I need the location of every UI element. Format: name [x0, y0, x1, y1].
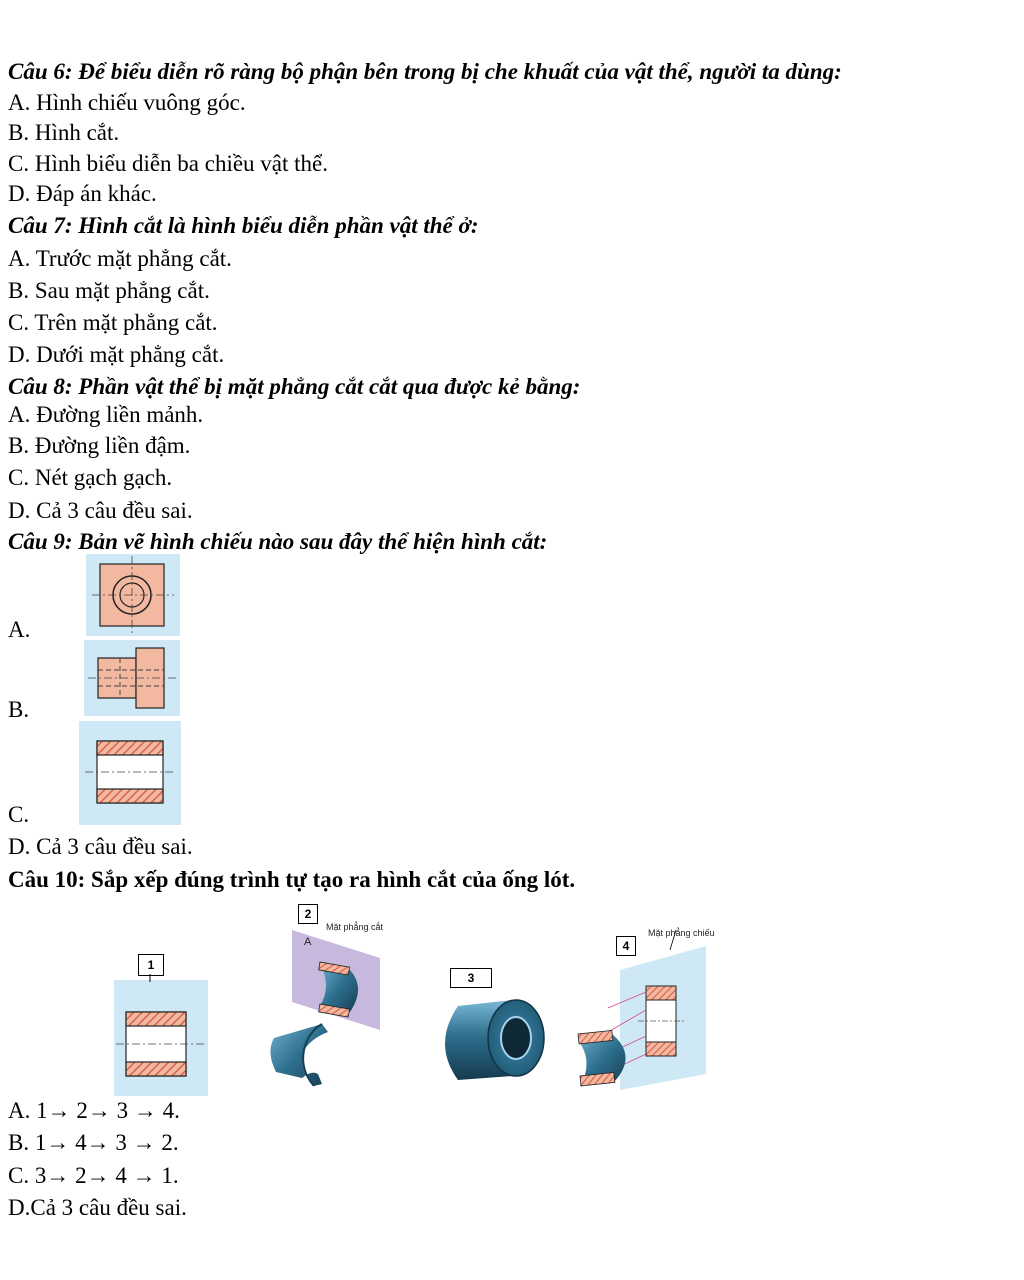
q6-option-a: A. Hình chiếu vuông góc.	[8, 90, 246, 115]
q10-figure-2-number: 2	[298, 904, 318, 924]
figure-a-top-view	[86, 554, 180, 636]
q9-option-a: A.	[8, 617, 31, 642]
q10-figure-2-cutting	[262, 920, 392, 1090]
q10-figure-4-projection	[572, 930, 720, 1090]
q7-option-d: D. Dưới mặt phẳng cắt.	[8, 342, 225, 367]
q9-option-b: B.	[8, 697, 30, 722]
question-8: Câu 8: Phần vật thể bị mặt phẳng cắt cắt qua được kẻ bằng:	[8, 374, 581, 399]
q7-option-c: C. Trên mặt phẳng cắt.	[8, 310, 218, 335]
q8-option-a: A. Đường liền mảnh.	[8, 402, 204, 427]
q9-option-c: C.	[8, 802, 30, 827]
q10-figure-1-number: 1	[138, 954, 164, 976]
cut-plane-label: Mặt phẳng cắt	[326, 922, 384, 932]
q8-option-b: B. Đường liền đậm.	[8, 433, 191, 458]
q10-figure-4-number: 4	[616, 936, 636, 956]
q9-option-d: D. Cả 3 câu đều sai.	[8, 834, 193, 859]
q10-option-d: D.Cả 3 câu đều sai.	[8, 1195, 187, 1220]
figure-b-front-view	[84, 640, 180, 716]
q10-option-c: C. 3→ 2→ 4 → 1.	[8, 1163, 179, 1188]
q6-option-b: B. Hình cắt.	[8, 120, 120, 145]
question-9: Câu 9: Bản vẽ hình chiếu nào sau đây thể hiện hình cắt:	[8, 529, 548, 554]
q7-option-a: A. Trước mặt phẳng cắt.	[8, 246, 232, 271]
q7-option-b: B. Sau mặt phẳng cắt.	[8, 278, 210, 303]
question-10: Câu 10: Sắp xếp đúng trình tự tạo ra hình cắt của ống lót.	[8, 867, 576, 892]
question-6: Câu 6: Để biểu diễn rõ ràng bộ phận bên trong bị che khuất của vật thể, người ta dùng:	[8, 59, 842, 84]
figure-c-section-view	[79, 721, 181, 825]
q10-option-a: A. 1→ 2→ 3 → 4.	[8, 1098, 180, 1123]
q6-option-c: C. Hình biểu diễn ba chiều vật thể.	[8, 151, 329, 176]
q8-option-d: D. Cả 3 câu đều sai.	[8, 498, 193, 523]
q10-option-b: B. 1→ 4→ 3 → 2.	[8, 1130, 179, 1155]
q6-option-d: D. Đáp án khác.	[8, 181, 157, 206]
q10-figure-3-tube	[436, 992, 548, 1086]
q8-option-c: C. Nét gạch gạch.	[8, 465, 173, 490]
q10-figure-1-pointer	[138, 974, 164, 982]
projection-plane-label: Mặt phẳng chiếu	[648, 928, 715, 938]
question-7: Câu 7: Hình cắt là hình biểu diễn phần vật thể ở:	[8, 213, 479, 238]
q10-figure-3-number: 3	[450, 968, 492, 988]
q10-figure-1-section	[114, 980, 208, 1096]
cut-plane-letter: A	[304, 936, 312, 948]
